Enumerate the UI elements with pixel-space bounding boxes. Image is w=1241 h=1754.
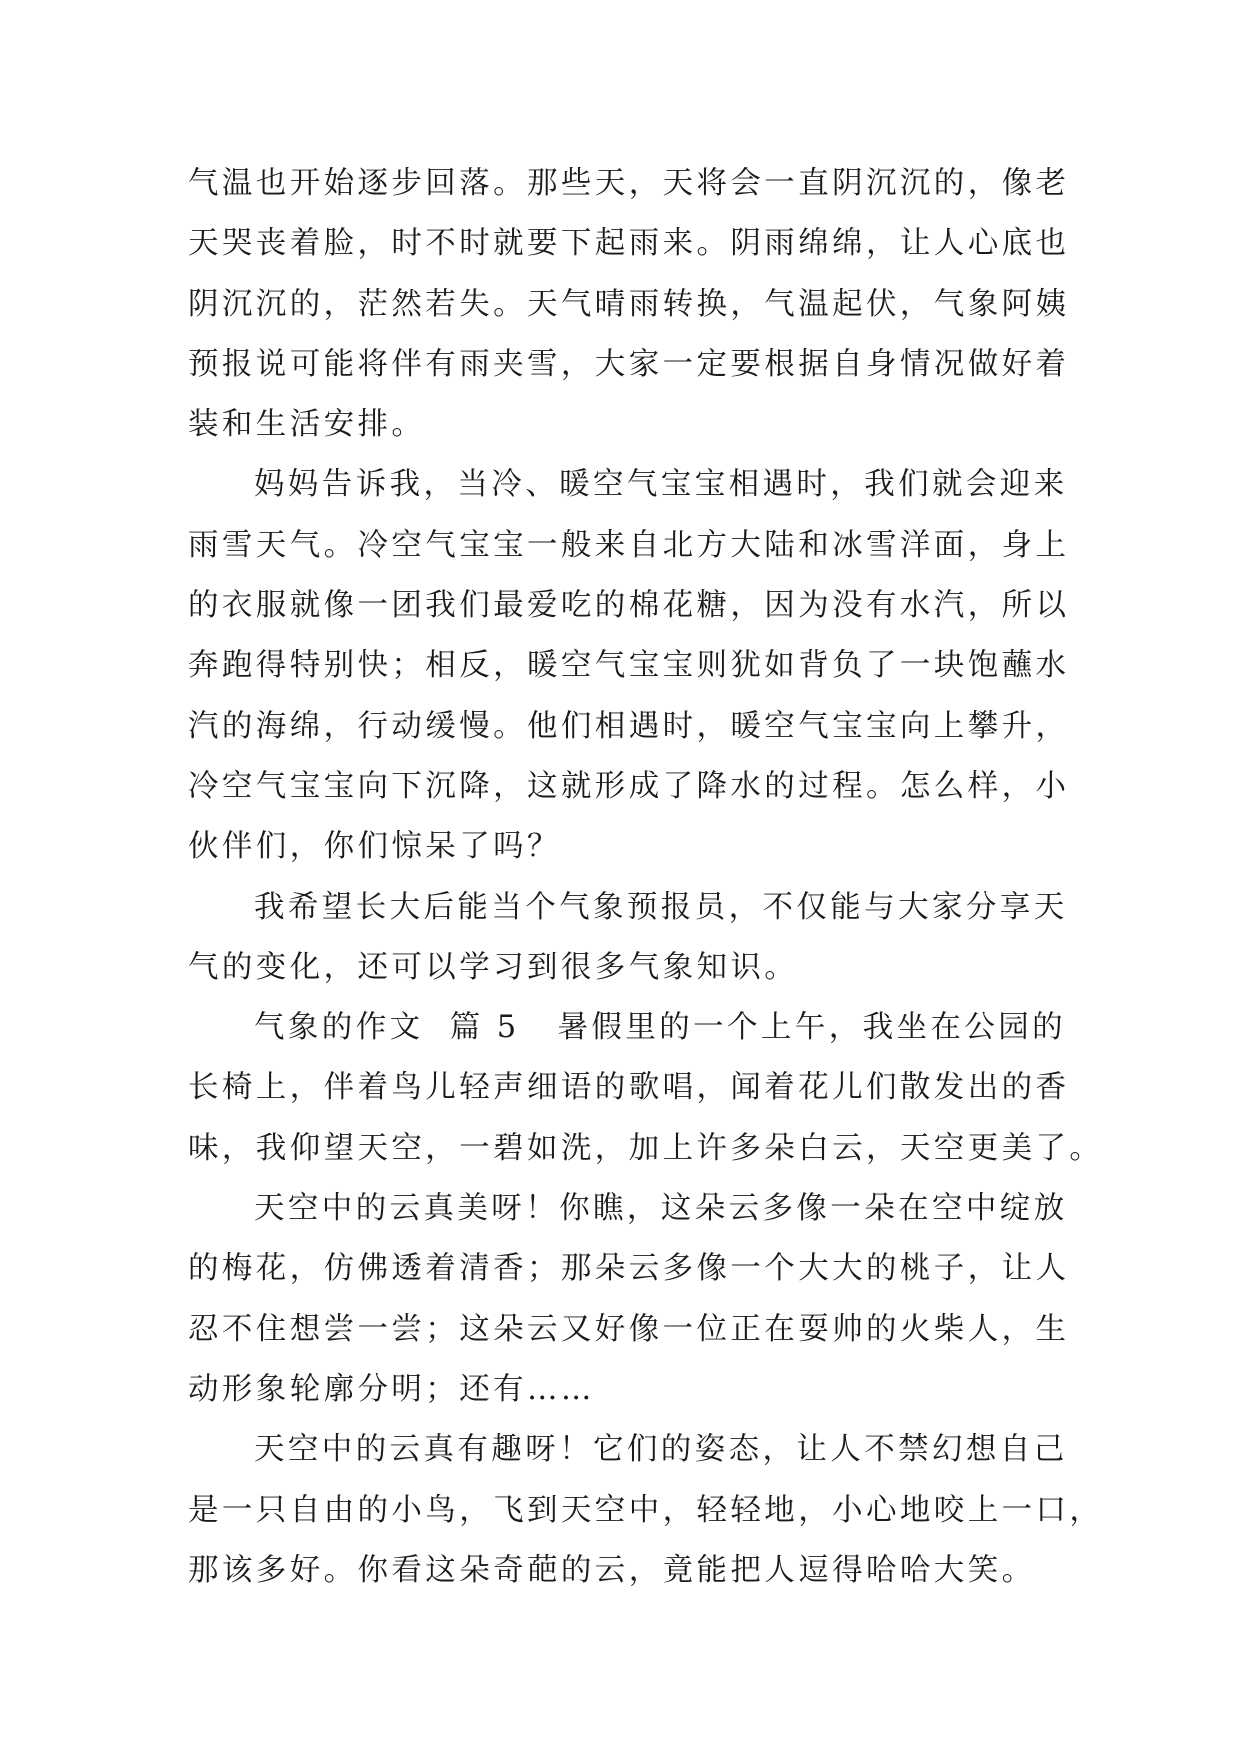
text-line: 雨雪天气。冷空气宝宝一般来自北方大陆和冰雪洋面，身上 — [188, 527, 1070, 563]
text-line: 是一只自由的小鸟，飞到天空中，轻轻地，小心地咬上一口， — [188, 1492, 1104, 1528]
paragraph-first-line: 妈妈告诉我，当冷、暖空气宝宝相遇时，我们就会迎来 — [254, 467, 1068, 503]
section-heading-line — [188, 998, 1068, 1058]
text-line: 阴沉沉的，茫然若失。天气晴雨转换，气温起伏，气象阿姨 — [188, 286, 1070, 322]
text-line: 的衣服就像一团我们最爱吃的棉花糖，因为没有水汽，所以 — [188, 588, 1070, 624]
text-line: 那该多好。你看这朵奇葩的云，竟能把人逗得哈哈大笑。 — [188, 1552, 1036, 1588]
section-first-text: 暑假里的一个上午，我坐在公园的 — [557, 1010, 1067, 1046]
text-line: 冷空气宝宝向下沉降，这就形成了降水的过程。怎么样，小 — [188, 768, 1070, 804]
text-line: 味，我仰望天空，一碧如洗，加上许多朵白云，天空更美了。 — [188, 1130, 1104, 1166]
text-line: 忍不住想尝一尝；这朵云又好像一位正在耍帅的火柴人，生 — [188, 1311, 1070, 1347]
paragraph-first-line: 我希望长大后能当个气象预报员，不仅能与大家分享天 — [254, 889, 1068, 925]
text-line: 长椅上，伴着鸟儿轻声细语的歌唱，闻着花儿们散发出的香 — [188, 1070, 1070, 1106]
text-line: 天哭丧着脸，时不时就要下起雨来。阴雨绵绵，让人心底也 — [188, 226, 1070, 262]
text-line: 奔跑得特别快；相反，暖空气宝宝则犹如背负了一块饱蘸水 — [188, 648, 1070, 684]
text-line: 的梅花，仿佛透着清香；那朵云多像一个大大的桃子，让人 — [188, 1251, 1070, 1287]
text-line: 汽的海绵，行动缓慢。他们相遇时，暖空气宝宝向上攀升， — [188, 708, 1070, 744]
text-line: 气的变化，还可以学习到很多气象知识。 — [188, 949, 799, 985]
document-body — [188, 154, 1104, 1601]
text-line: 气温也开始逐步回落。那些天，天将会一直阴沉沉的，像老 — [188, 166, 1070, 201]
paragraph-first-line: 天空中的云真美呀！你瞧，这朵云多像一朵在空中绽放 — [254, 1191, 1068, 1227]
text-line: 动形象轮廓分明；还有…… — [188, 1371, 595, 1407]
text-line: 预报说可能将伴有雨夹雪，大家一定要根据自身情况做好着 — [188, 346, 1070, 382]
paragraph-first-line: 天空中的云真有趣呀！它们的姿态，让人不禁幻想自己 — [254, 1432, 1068, 1468]
section-title: 气象的作文 — [254, 1010, 424, 1046]
text-line: 伙伴们，你们惊呆了吗？ — [188, 829, 561, 865]
text-line: 装和生活安排。 — [188, 407, 426, 443]
section-label: 篇 5 — [449, 1010, 520, 1046]
